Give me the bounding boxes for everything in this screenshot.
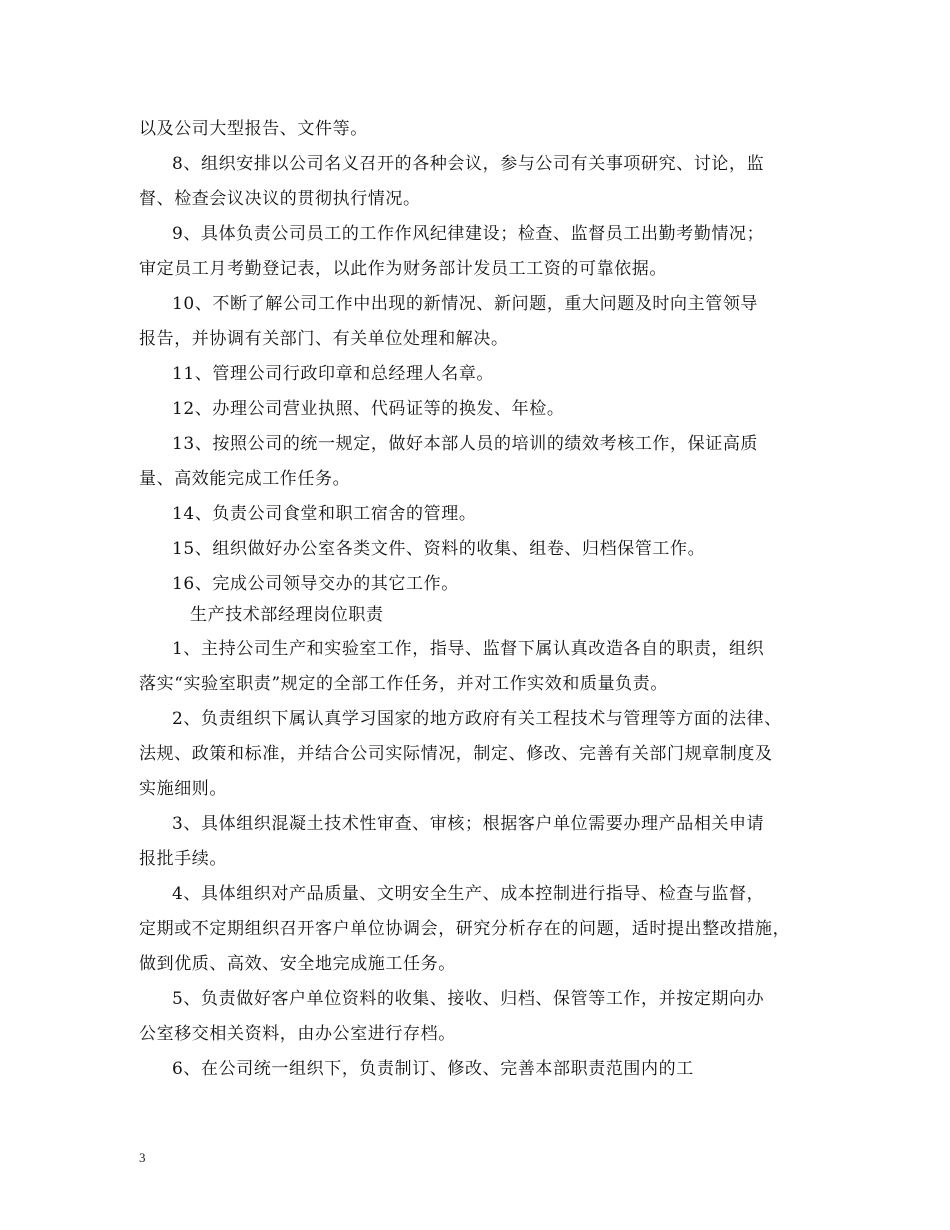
text-line: 定期或不定期组织召开客户单位协调会，研究分析存在的问题，适时提出整改措施，	[139, 919, 791, 939]
text-line: 落实“实验室职责”规定的全部工作任务，并对工作实效和质量负责。	[139, 674, 668, 694]
text-line: 2、负责组织下属认真学习国家的地方政府有关工程技术与管理等方面的法律、	[172, 709, 782, 729]
text-line: 11、管理公司行政印章和总经理人名章。	[172, 364, 495, 384]
text-line: 以及公司大型报告、文件等。	[139, 119, 368, 139]
text-line: 4、具体组织对产品质量、文明安全生产、成本控制进行指导、检查与监督，	[172, 884, 765, 904]
text-line: 实施细则。	[139, 779, 227, 799]
text-line: 公室移交相关资料，由办公室进行存档。	[139, 1024, 456, 1044]
text-line: 5、负责做好客户单位资料的收集、接收、归档、保管等工作，并按定期向办	[172, 989, 765, 1009]
text-line: 报批手续。	[139, 849, 227, 869]
text-line: 量、高效能完成工作任务。	[139, 469, 351, 489]
text-line: 16、完成公司领导交办的其它工作。	[172, 574, 459, 594]
text-line: 12、办理公司营业执照、代码证等的换发、年检。	[172, 399, 565, 419]
text-line: 6、在公司统一组织下，负责制订、修改、完善本部职责范围内的工	[172, 1059, 694, 1079]
text-line: 10、不断了解公司工作中出现的新情况、新问题，重大问题及时向主管领导	[172, 294, 759, 314]
text-line: 法规、政策和标准，并结合公司实际情况，制定、修改、完善有关部门规章制度及	[139, 744, 773, 764]
text-line: 15、组织做好办公室各类文件、资料的收集、组卷、归档保管工作。	[172, 539, 706, 559]
text-line: 督、检查会议决议的贯彻执行情况。	[139, 189, 421, 209]
text-line: 报告，并协调有关部门、有关单位处理和解决。	[139, 329, 509, 349]
text-line: 8、组织安排以公司名义召开的各种会议，参与公司有关事项研究、讨论，监	[172, 154, 765, 174]
text-line: 3、具体组织混凝土技术性审查、审核；根据客户单位需要办理产品相关申请	[172, 814, 765, 834]
text-line: 做到优质、高效、安全地完成施工任务。	[139, 954, 456, 974]
text-line: 审定员工月考勤登记表，以此作为财务部计发员工工资的可靠依据。	[139, 259, 667, 279]
page-number: 3	[139, 1150, 146, 1165]
text-line: 13、按照公司的统一规定，做好本部人员的培训的绩效考核工作，保证高质	[172, 434, 759, 454]
section-heading: 生产技术部经理岗位职责	[190, 605, 384, 625]
text-line: 14、负责公司食堂和职工宿舍的管理。	[172, 504, 477, 524]
text-line: 1、主持公司生产和实验室工作，指导、监督下属认真改造各自的职责，组织	[172, 639, 765, 659]
text-line: 9、具体负责公司员工的工作作风纪律建设；检查、监督员工出勤考勤情况；	[172, 224, 765, 244]
